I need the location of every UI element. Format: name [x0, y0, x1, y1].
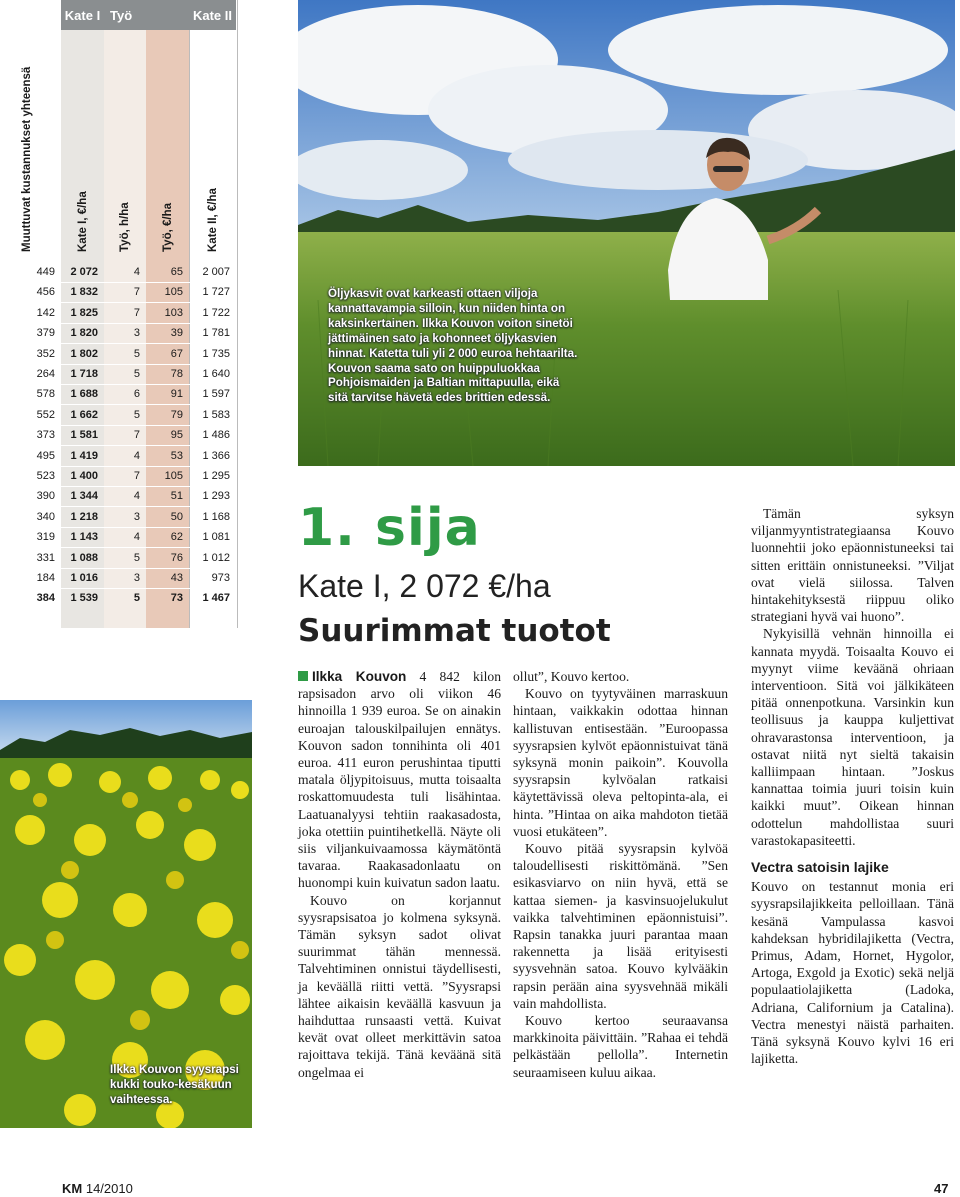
table-row [0, 262, 236, 283]
article-headline: Suurimmat tuotot [298, 613, 611, 649]
table-cell: 91 [170, 388, 183, 401]
table-cell: 1 662 [70, 408, 98, 421]
table-cell: 1 802 [70, 347, 98, 360]
lead-paragraph: Ilkka Kouvon 4 842 kilon rapsisadon arvo oli viikon 46 hinnoilla 1 939 euroa. Se on ainakin euroajan talouskilpailujen ennätys. Kouvon sadon tonnihinta oli 401 euroa. 411 euron perushintaa tiputti matala öljypitoisuus, mutta toisaalta roskattomuudesta tuli lisähintaa. Laatuanalyysi tehtiin raakasadosta, joka otettiin puintihetkellä. Näyte oli siis viljankuivaamossa käymätöntä tavaraa. Raakasadonlaatu on huonompi kuin kuivatun sadon laatu. [298, 669, 501, 891]
table-row [0, 446, 236, 467]
col-header-muuttuvat: Muuttuvat kustannukset yhteensä [21, 66, 34, 252]
table-row [0, 568, 236, 589]
magazine-name: KM [62, 1181, 83, 1196]
col-header-kate2: Kate II, €/ha [206, 188, 219, 252]
paragraph: Nykyisillä vehnän hinnoilla ei kannata myydä. Toisaalta Kouvo ei myynyt viime keväänä ohriaan interventioon. Sitä voi jälkikäteen pitää onnenpotkuna. Varsinkin kun teollisuus ja kauppa kuljettivat ohravarastonsa interventioon, ja ostavat niitä nyt sieltä takaisin kalliimpaan hintaan. ”Joskus kannattaa toimia juuri toisin kuin kaikki muut”. Oikean hinnan odottelun mahdollistaa suuri varastokapasiteetti. [751, 626, 954, 848]
table-cell: 1 718 [70, 368, 98, 380]
table-cell: 43 [170, 572, 183, 584]
table-cell: 142 [36, 306, 55, 319]
table-cell: 1 727 [202, 286, 230, 299]
table-cell: 105 [164, 286, 183, 299]
table-cell: 373 [36, 429, 55, 442]
table-cell: 456 [36, 286, 55, 299]
table-cell: 319 [36, 531, 55, 544]
table-row [0, 588, 236, 608]
table-cell: 1 688 [70, 388, 98, 401]
table-cell: 62 [170, 531, 183, 544]
table-row [0, 282, 236, 303]
table-cell: 5 [133, 592, 140, 605]
table-cell: 1 597 [202, 388, 230, 401]
table-row [0, 425, 236, 446]
table-cell: 67 [170, 347, 183, 360]
table-cell: 184 [36, 572, 55, 584]
green-square-bullet [298, 671, 308, 681]
table-cell: 1 016 [70, 572, 98, 584]
top-photo-caption: Öljykasvit ovat karkeasti ottaen viljoja kannattavampia silloin, kun niiden hinta on kaksinkertainen. Ilkka Kouvon voiton sinetöi jättimäinen sato ja kohonneet öljykasvien hinnat. Katetta tuli yli 2 000 euroa hehtaarilta. Kouvon saama sato on huippuluokkaa Pohjoismaiden ja Baltian mittapuulla, eikä sitä tarvitse hävetä edes brittien edessä. [328, 287, 578, 405]
lead-name: Ilkka Kouvon [312, 669, 407, 684]
table-cell: 1 081 [202, 531, 230, 544]
table-cell: 95 [170, 429, 183, 442]
table-cell: 1 168 [202, 510, 230, 523]
table-cell: 1 781 [202, 327, 230, 340]
table-cell: 50 [170, 510, 183, 523]
table-cell: 1 419 [70, 449, 98, 462]
table-cell: 5 [133, 551, 140, 564]
table-cell: 7 [133, 286, 140, 299]
paragraph: Kouvo on korjannut syysrapsisatoa jo kolmena syksynä. Tämän syksyn sadot olivat suurimmat tähän mennessä. Talvehtiminen onnistui täydellisesti, ja keväällä riitti vettä. ”Syysrapsi lähtee aikaisin keväällä kasvuun ja haihduttaa runsaasti vettä. Kuivat kevät ovat olleet merkittävin satoa rajoittava tekijä. Tänä keväänä sitä ongelmaa ei [298, 892, 501, 1080]
page-number: 47 [934, 1181, 949, 1196]
table-cell: 1 143 [70, 531, 98, 544]
table-cell: 5 [133, 347, 140, 360]
table-row [0, 364, 236, 385]
kate-subheading: Kate I, 2 072 €/ha [298, 568, 551, 604]
col-header-tyo-h: Työ, h/ha [119, 202, 131, 252]
table-cell: 1 400 [70, 470, 98, 482]
table-cell: 1 583 [202, 408, 230, 421]
table-row [0, 303, 236, 324]
table-cell: 65 [170, 266, 183, 278]
table-cell: 79 [170, 408, 183, 421]
issue-number: 14/2010 [85, 1181, 133, 1196]
left-photo-caption: Ilkka Kouvon syysrapsi kukki touko-kesäkuun vaihteessa. [110, 1063, 239, 1106]
article-column-3 [751, 505, 954, 1068]
table-cell: 39 [170, 327, 183, 340]
table-cell: 449 [36, 266, 55, 278]
paragraph: ollut”, Kouvo kertoo. [513, 669, 630, 684]
table-cell: 1 832 [70, 286, 98, 299]
table-cell: 1 722 [202, 306, 230, 319]
table-cell: 390 [36, 490, 55, 503]
table-cell: 1 735 [202, 347, 230, 360]
group-header-kate1: Kate I [61, 0, 104, 30]
results-table [0, 0, 236, 628]
table-cell: 3 [133, 327, 140, 340]
table-cell: 4 [133, 449, 140, 462]
table-row [0, 548, 236, 569]
table-cell: 552 [36, 408, 55, 421]
table-cell: 5 [133, 368, 140, 380]
table-cell: 340 [36, 510, 55, 523]
rapeseed-photo [0, 700, 252, 1128]
paragraph: Tämän syksyn viljanmyyntistrategiaansa Kouvo luonnehtii joko epäonnistuneeksi tai sitten erittäin onnistuneeksi. ”Viljat ovat vielä siilossa. Talven hintakehityksestä riippuu oliko strategiani hyvä vai huono”. [751, 506, 954, 625]
table-cell: 7 [133, 429, 140, 442]
table-cell: 51 [170, 490, 183, 503]
paragraph: Kouvo on testannut monia eri syysrapsilajikkeita pelloillaan. Tänä kesänä Vampulassa kasvoi kahdeksan hybridilajiketta (Vectra, Primus, Adam, Hornet, Hygolor, Artoga, Exgold ja Exotic) sekä neljä populaatiolajiketta (Ladoka, Adriana, Californium ja Catalina). Vectra menestyi näistä parhaiten. Tänä syksynä Kouvo kylvi 16 eri lajiketta. [751, 879, 954, 1067]
table-cell: 1 295 [202, 470, 230, 482]
rank-heading: 1. sija [298, 498, 481, 558]
table-row [0, 527, 236, 548]
table-cell: 103 [164, 306, 183, 319]
table-cell: 1 218 [70, 510, 98, 523]
table-cell: 331 [36, 551, 55, 564]
table-cell: 379 [36, 327, 55, 340]
table-cell: 495 [36, 449, 55, 462]
paragraph: Kouvo kertoo seuraavansa markkinoita päivittäin. ”Rahaa ei tehdä pelkästään pellolla”. Internetin seuraamiseen kuluu aikaa. [513, 1013, 728, 1080]
table-cell: 5 [133, 408, 140, 421]
article-column-2 [513, 668, 728, 1081]
table-cell: 1 012 [202, 551, 230, 564]
table-cell: 4 [133, 490, 140, 503]
table-cell: 523 [36, 470, 55, 482]
table-cell: 1 344 [70, 490, 98, 503]
table-cell: 973 [211, 572, 230, 584]
paragraph: Kouvo on tyytyväinen marraskuun hintaan, vaikkakin odottaa hinnan kallistuvan entisestään. ”Euroopassa syysrapsien kylvöt epäonnistuivat tänä syksynä monin paikoin”. Kouvolla syysrapsin kylvöalan ratkaisi käytettävissä oleva peltopinta-ala, ei hinta. ”Hintaa on aika mahdoton tietää vuosi etukäteen”. [513, 686, 728, 839]
table-cell: 6 [133, 388, 140, 401]
table-cell: 1 820 [70, 327, 98, 340]
col-header-kate1: Kate I, €/ha [76, 191, 89, 252]
magazine-footer [62, 1181, 133, 1196]
table-cell: 53 [170, 449, 183, 462]
table-cell: 578 [36, 388, 55, 401]
group-header-kate2: Kate II [189, 0, 236, 30]
table-cell: 1 366 [202, 449, 230, 462]
table-row [0, 323, 236, 344]
table-cell: 384 [36, 592, 55, 605]
table-row [0, 344, 236, 365]
col-header-tyo-e: Työ, €/ha [161, 203, 174, 252]
table-cell: 1 825 [70, 306, 98, 319]
table-cell: 78 [170, 368, 183, 380]
table-row [0, 384, 236, 405]
table-cell: 1 539 [70, 592, 98, 605]
table-cell: 1 581 [70, 429, 98, 442]
table-cell: 4 [133, 266, 140, 278]
table-cell: 2 072 [70, 266, 98, 278]
section-subheading: Vectra satoisin lajike [751, 859, 889, 876]
table-cell: 1 640 [202, 368, 230, 380]
table-row [0, 466, 236, 487]
table-cell: 352 [36, 347, 55, 360]
table-cell: 7 [133, 306, 140, 319]
group-header-tyo: Työ [104, 0, 189, 30]
table-cell: 1 467 [202, 592, 230, 605]
table-cell: 73 [170, 592, 183, 605]
table-cell: 1 088 [70, 551, 98, 564]
table-cell: 1 293 [202, 490, 230, 503]
table-cell: 105 [164, 470, 183, 482]
article-column-1 [298, 668, 501, 1081]
table-cell: 2 007 [202, 266, 230, 278]
table-row [0, 405, 236, 426]
table-row [0, 507, 236, 528]
table-cell: 3 [133, 510, 140, 523]
table-cell: 4 [133, 531, 140, 544]
table-cell: 3 [133, 572, 140, 584]
table-cell: 76 [170, 551, 183, 564]
table-cell: 7 [133, 470, 140, 482]
table-cell: 1 486 [202, 429, 230, 442]
table-row [0, 486, 236, 507]
paragraph: Kouvo pitää syysrapsin kylvöä taloudellisesti riskittömänä. ”Sen esikasviarvo on niin hyvä, että se kattaa siemen- ja kasvinsuojelukulut vaikka talvehtiminen epäonnistuisi”. Rapsin tanakka juuri parantaa maan rakennetta ja lisää erityisesti syysvehnän satoa. Kouvo kylvääkin rapsin perään aina syysvehnää mikäli vain mahdollista. [513, 841, 728, 1011]
table-cell: 264 [36, 368, 55, 380]
field-photo [298, 0, 955, 466]
